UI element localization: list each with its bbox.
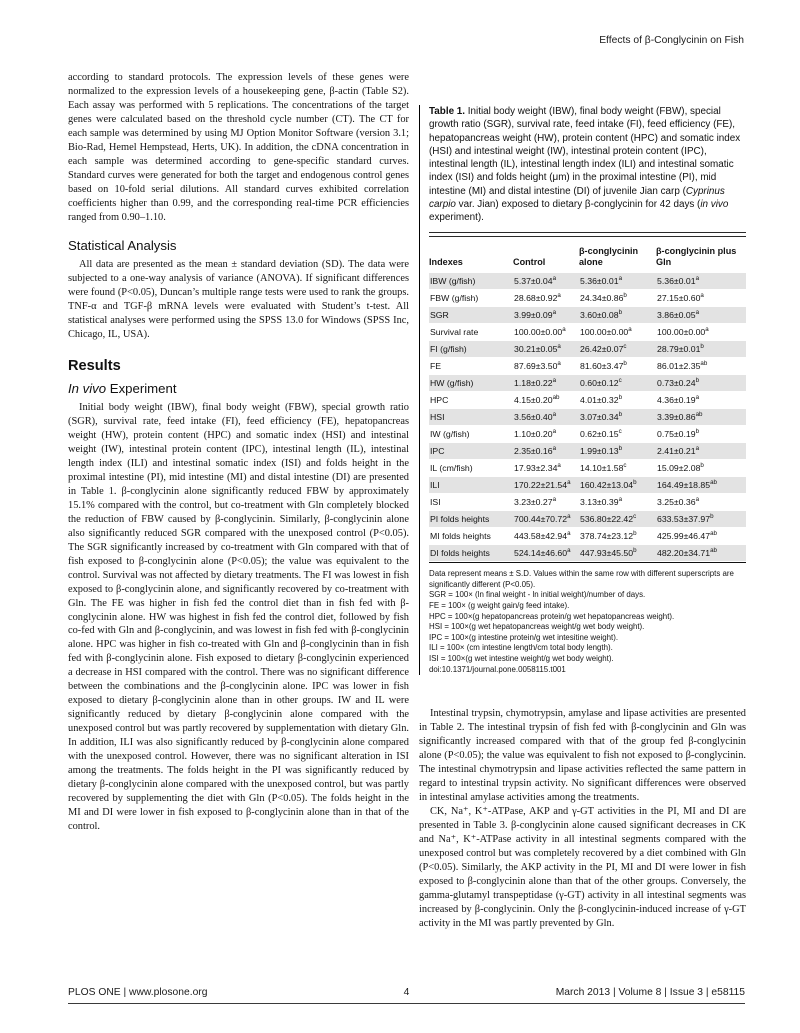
table1-header-row [429, 239, 746, 273]
table-cell: 2.41±0.21$^a$ [657, 445, 700, 457]
table-cell: 3.23±0.27$^a$ [514, 496, 557, 508]
row-label: FBW (g/fish) [430, 293, 479, 304]
table-cell: 1.10±0.20$^a$ [514, 428, 557, 440]
table-cell: 5.36±0.01$^a$ [657, 275, 700, 287]
table-row [429, 375, 746, 391]
left-column [68, 71, 409, 834]
table-cell: 633.53±37.97$^b$ [657, 513, 714, 525]
row-label: FE [430, 361, 442, 372]
table-cell: 26.42±0.07$^c$ [580, 343, 627, 355]
table-row [429, 477, 746, 493]
table-cell: 3.13±0.39$^a$ [580, 496, 623, 508]
row-label: Survival rate [430, 327, 479, 338]
table-row [429, 307, 746, 323]
table-row [429, 426, 746, 442]
table-cell: 3.56±0.40$^a$ [514, 411, 557, 423]
row-label: HW (g/fish) [430, 378, 474, 389]
row-label: DI folds heights [430, 548, 490, 559]
footnote-line: ISI = 100×(g wet intestine weight/g wet body weight). [429, 653, 614, 663]
table-cell: 86.01±2.35$^{ab}$ [657, 360, 708, 372]
heading-results: Results [68, 357, 121, 374]
table-cell: 160.42±13.04$^b$ [580, 479, 637, 491]
table1-block [419, 105, 746, 675]
table-cell: 4.36±0.19$^a$ [657, 394, 700, 406]
table-cell: 164.49±18.85$^{ab}$ [657, 479, 717, 491]
table-cell: 524.14±46.60$^a$ [514, 547, 571, 559]
row-label: ISI [430, 497, 441, 508]
table-cell: 4.15±0.20$^{ab}$ [514, 394, 560, 406]
table1-column-header: Control [513, 257, 546, 268]
table-cell: 28.79±0.01$^b$ [657, 343, 704, 355]
table-cell: 378.74±23.12$^b$ [580, 530, 637, 542]
footnote-line: ILI = 100× (cm intestine length/cm total body length). [429, 643, 613, 653]
row-label: FI (g/fish) [430, 344, 467, 355]
table-cell: 3.07±0.34$^b$ [580, 411, 623, 423]
table-cell: 3.99±0.09$^a$ [514, 309, 557, 321]
table-row [429, 494, 746, 510]
table-cell: 1.99±0.13$^b$ [580, 445, 623, 457]
table1-column-header: Indexes [429, 257, 463, 268]
row-label: IL (cm/fish) [430, 463, 473, 474]
table-cell: 536.80±22.42$^c$ [580, 513, 637, 525]
table-cell: 2.35±0.16$^a$ [514, 445, 557, 457]
row-label: IPC [430, 446, 445, 457]
table-row [429, 341, 746, 357]
table-cell: 700.44±70.72$^a$ [514, 513, 571, 525]
table-cell: 425.99±46.47$^{ab}$ [657, 530, 717, 542]
table-cell: 3.25±0.36$^a$ [657, 496, 700, 508]
footnote-line: FE = 100× (g weight gain/g feed intake). [429, 600, 570, 610]
table-cell: 3.39±0.86$^{ab}$ [657, 411, 703, 423]
table-cell: 1.18±0.22$^a$ [514, 377, 557, 389]
heading-in-vivo-experiment: In vivo Experiment [68, 380, 177, 396]
paragraph-enzyme-activities: Intestinal trypsin, chymotrypsin, amylase and lipase activities are presented in Table 2. The intestinal trypsin of fish fed with β-conglycinin and Gln was significantly increased compared with that of the group fed β-conglycinin alone (P<0.05); the value was equivalent to fish not exposed to β-conglycinin. The intestinal chymotrypsin and lipase activities reflected the same pattern in regard to intestinal trypsin activity. No significant differences were observed in intestinal amylase activities among the treatments. [419, 708, 746, 804]
table-cell: 5.37±0.04$^a$ [514, 275, 557, 287]
table-row [429, 409, 746, 425]
table-cell: 482.20±34.71$^{ab}$ [657, 547, 717, 559]
heading-statistical-analysis: Statistical Analysis [68, 237, 177, 253]
row-label: MI folds heights [430, 531, 491, 542]
table1 [429, 239, 746, 563]
table-cell: 87.69±3.50$^a$ [514, 360, 561, 372]
footnote-line: HSI = 100×(g wet hepatopancreas weight/g wet body weight). [429, 622, 645, 632]
footnote-line: SGR = 100× (ln final weight - ln initial weight)/number of days. [429, 590, 646, 600]
row-label: PI folds heights [430, 514, 490, 525]
table-cell: 0.62±0.15$^c$ [580, 428, 622, 440]
table-cell: 3.86±0.05$^a$ [657, 309, 700, 321]
table-row [429, 290, 746, 306]
table-cell: 0.73±0.24$^b$ [657, 377, 700, 389]
table-row [429, 545, 746, 561]
table-cell: 17.93±2.34$^a$ [514, 462, 561, 474]
row-label: IW (g/fish) [430, 429, 470, 440]
table-row [429, 358, 746, 374]
table-cell: 100.00±0.00$^a$ [580, 326, 632, 338]
footnote-line: Data represent means ± S.D. Values within the same row with different superscripts are significantly different (P<0.05). [429, 569, 734, 589]
table1-footnotes [429, 569, 746, 675]
table-cell: 0.75±0.19$^b$ [657, 428, 700, 440]
footer-rule [68, 1003, 745, 1004]
table-cell: 27.15±0.60$^a$ [657, 292, 704, 304]
table-cell: 14.10±1.58$^c$ [580, 462, 627, 474]
table1-column-header: β-conglycinin alone [579, 246, 639, 268]
table-row [429, 324, 746, 340]
table1-body [429, 273, 746, 561]
row-label: HSI [430, 412, 445, 423]
footer-journal: PLOS ONE | www.plosone.org [68, 987, 208, 998]
paragraph-atpase-activities: CK, Na⁺, K⁺-ATPase, AKP and γ-GT activities in the PI, MI and DI are presented in Table 3. β-conglycinin alone caused significant decreases in CK and Na⁺, K⁺-ATPase activity in all intestinal segments compared with the unexposed control but was completely recovered by a diet combined with Gln (P<0.05). Similarly, the AKP activity in the PI, MI and DI were lower in fish exposed to β-conglycinin alone than that of the other groups. Conversely, the gamma-glutamyl transpeptidase (γ-GT) activity in all intestinal segments was increased by β-conglycinin. Only the β-conglycinin-induced increase of γ-GT activity in the MI was partly prevented by Gln. [419, 806, 746, 929]
footnote-line: doi:10.1371/journal.pone.0058115.t001 [429, 664, 566, 674]
table-row [429, 443, 746, 459]
running-head: Effects of β-Conglycinin on Fish [599, 35, 744, 46]
row-label: IBW (g/fish) [430, 276, 476, 287]
table-row [429, 392, 746, 408]
table-cell: 100.00±0.00$^a$ [514, 326, 566, 338]
table1-column-header: β-conglycinin plus Gln [656, 246, 737, 268]
footnote-line: HPC = 100×(g hepatopancreas protein/g wet hepatopancreas weight). [429, 611, 675, 621]
row-label: HPC [430, 395, 449, 406]
table1-caption: Table 1. Initial body weight (IBW), final body weight (FBW), special growth ratio (SGR), survival rate, feed intake (FI), feed efficiency (FE), hepatopancreas weight (HW), protein content (HPC) and somatic index (HSI) and intestinal weight (IW), intestinal protein content (IPC), intestinal length (IL), intestinal length index (ILI) and intestinal somatic index (ISI) and folds height (μm) in the proximal intestine (PI), mid intestine (MI) and distal intestine (DI) of juvenile Jian carp (Cyprinus carpio var. Jian) exposed to dietary β-conglycinin for 42 days (in vivo experiment). [429, 106, 741, 224]
row-label: SGR [430, 310, 449, 321]
footer-page-number: 4 [403, 987, 410, 998]
table-cell: 100.00±0.00$^a$ [657, 326, 709, 338]
table-cell: 28.68±0.92$^a$ [514, 292, 561, 304]
caption-rule-bottom [429, 236, 746, 237]
table-row [429, 273, 746, 289]
table-cell: 0.60±0.12$^c$ [580, 377, 622, 389]
table-cell: 4.01±0.32$^b$ [580, 394, 623, 406]
table-cell: 3.60±0.08$^b$ [580, 309, 623, 321]
paragraph-in-vivo-results: Initial body weight (IBW), final body weight (FBW), special growth ratio (SGR), survival rate, feed intake (FI), feed efficiency (FE), hepatopancreas weight (HW), protein content (HPC) and somatic index (HSI) and intestinal weight (IW), intestinal protein content (IPC), intestinal length (IL), intestinal length index (ILI) and intestinal somatic index (ISI) and folds height in the proximal intestine (PI), mid intestine (MI) and distal intestine (DI) are presented in Table 1. β-conglycinin alone significantly reduced FBW by approximately 15.1% compared with the control, but co-treatment with Gln completely blocked the reduction of FBW caused by β-conglycinin. Similarly, β-conglycinin alone also significantly reduced SGR compared with the unexposed control (P<0.05). The SGR significantly increased by co-treatment with Gln compared with that of fish exposed to β-conglycinin alone (P<0.05); the value was equivalent to the control. Survival was not affected by dietary treatments. The FI was lowest in fish exposed to β-conglycinin alone, and significantly recovered by co-treatment with Gln. The FE was higher in fish fed the control diet than in fish fed with β-conglycinin alone. HW was highest in fish fed the control diet, followed by fish co-fed with Gln and β-conglycinin, and was lowest in fish fed with β-conglycinin alone. HPC was higher in fish co-treated with Gln and β-conglycinin than in fish fed with β-conglycinin alone. Fish exposed to dietary β-conglycinin experienced a decrease in HSI compared with the control. There was no significant difference between the combinations and the β-conglycinin alone. IPC was lower in fish exposed to dietary β-conglycinin alone than in other groups. IW and IL were significantly reduced by dietary β-conglycinin alone compared with the unexposed control but was partly recovered by supplementation with dietary Gln. In addition, ILI was also significantly reduced by β-conglycinin alone compared with the unexposed control. However, there was no significant alteration in ISI among the treatments. The folds height in the PI was significantly reduced by dietary β-conglycinin alone compared with the unexposed control, but was partly recovered by supplementing the diet with Gln (P<0.05). The folds height in the MI and DI were lower in fish exposed to β-conglycinin alone than in that of the control. [68, 401, 409, 833]
page-footer [68, 987, 745, 998]
table1-bottom-rule [429, 562, 746, 563]
right-column [419, 71, 746, 931]
table-cell: 447.93±45.50$^b$ [580, 547, 637, 559]
table-cell: 5.36±0.01$^a$ [580, 275, 623, 287]
paragraph-methods-continued: according to standard protocols. The expression levels of these genes were normalized to the expression levels of a housekeeping gene, β-actin (Table S2). Each assay was performed with 5 replications. The concentrations of the target genes were calculated based on the threshold cycle number (CT). The CT for each sample was determined by using MJ Option Monitor Software (version 3.1; Bio-Rad, Hemel Hempstead, Herts, UK). In addition, the cDNA concentration in each sample was determined according to gene-specific standard curves. Standard curves were generated for both the target and endogenous control genes based on 10-fold serial dilutions. All standard curves exhibited correlation coefficients higher than 0.99, and the corresponding real-time PCR efficiencies ranged from 0.90–1.10. [68, 72, 409, 223]
table-cell: 24.34±0.86$^b$ [580, 292, 627, 304]
table-row [429, 460, 746, 476]
table-row [429, 528, 746, 544]
row-label: ILI [430, 480, 440, 491]
table-cell: 30.21±0.05$^a$ [514, 343, 561, 355]
caption-rule-top [429, 232, 746, 233]
table-cell: 443.58±42.94$^a$ [514, 530, 571, 542]
footnote-line: IPC = 100×(g intestine protein/g wet intesitine weight). [429, 632, 619, 642]
table-cell: 15.09±2.08$^b$ [657, 462, 704, 474]
table-cell: 81.60±3.47$^b$ [580, 360, 627, 372]
paragraph-statistical-analysis: All data are presented as the mean ± standard deviation (SD). The data were subjected to a one-way analysis of variance (ANOVA). If significant differences were found (P<0.05), Duncan’s multiple range tests were used to rank the groups. TNF-α and TGF-β mRNA levels were evaluated with Student’s t-test. All statistical analyses were performed using the SPSS 13.0 for Windows (SPSS Inc, Chicago, IL, USA). [68, 258, 409, 340]
footer-issue-info: March 2013 | Volume 8 | Issue 3 | e58115 [555, 987, 745, 998]
table-row [429, 511, 746, 527]
table-cell: 170.22±21.54$^a$ [514, 479, 571, 491]
